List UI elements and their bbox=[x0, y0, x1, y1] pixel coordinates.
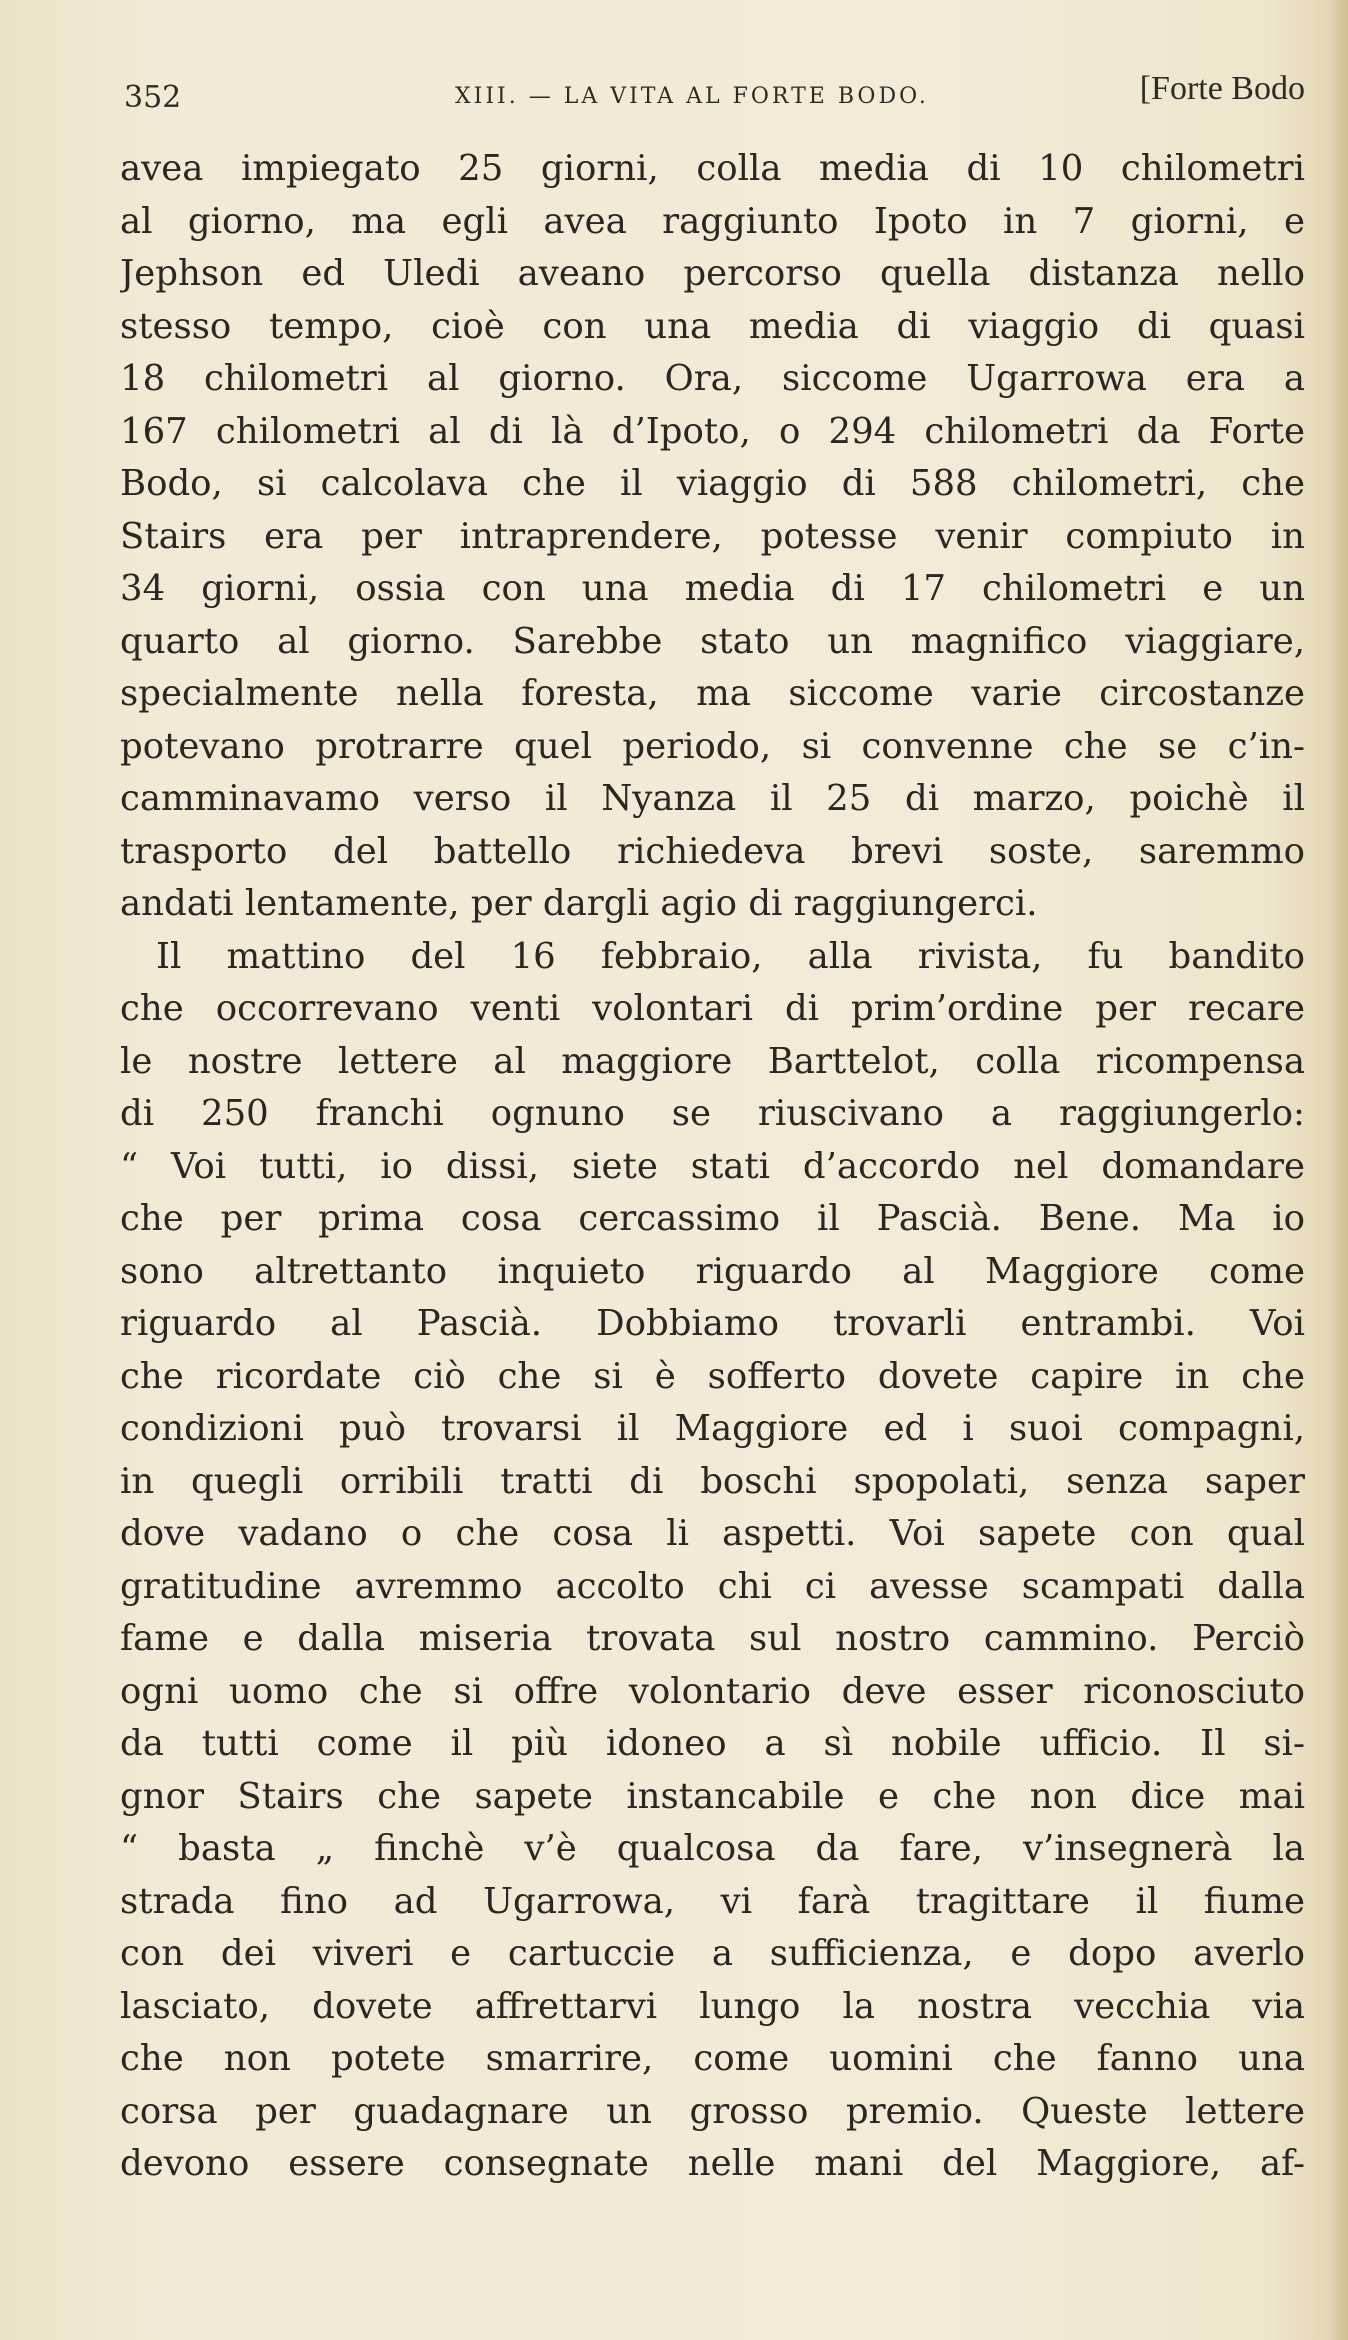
text-line: quarto al giorno. Sarebbe stato un magnifico viaggiare, bbox=[120, 620, 1305, 662]
text-line: che occorrevano venti volontari di prim’ordine per recare bbox=[120, 988, 1305, 1029]
text-line: trasporto del battello richiedeva brevi soste, saremmo bbox=[120, 830, 1305, 872]
text-line: strada fino ad Ugarrowa, vi farà tragittare il fiume bbox=[120, 1880, 1305, 1922]
text-line: Il mattino del 16 febbraio, alla rivista, fu bandito bbox=[156, 935, 1305, 977]
page-edge-shadow bbox=[1326, 0, 1348, 2340]
text-line: 34 giorni, ossia con una media di 17 chilometri e un bbox=[120, 568, 1305, 609]
text-line: al giorno, ma egli avea raggiunto Ipoto in 7 giorni, e bbox=[120, 200, 1305, 242]
text-line: corsa per guadagnare un grosso premio. Queste lettere bbox=[120, 2090, 1305, 2132]
text-line: gnor Stairs che sapete instancabile e che non dice mai bbox=[120, 1775, 1305, 1817]
text-line: devono essere consegnate nelle mani del Maggiore, af- bbox=[120, 2143, 1305, 2184]
paragraph bbox=[120, 931, 1305, 2191]
text-line: che non potete smarrire, come uomini che fanno una bbox=[120, 2038, 1305, 2079]
text-line: condizioni può trovarsi il Maggiore ed i suoi compagni, bbox=[120, 1408, 1305, 1449]
paragraph bbox=[120, 143, 1305, 931]
text-line: “ Voi tutti, io dissi, siete stati d’accordo nel domandare bbox=[120, 1145, 1305, 1187]
body-text bbox=[120, 143, 1305, 2191]
text-line: che ricordate ciò che si è sofferto dovete capire in che bbox=[120, 1355, 1305, 1397]
page-number: 352 bbox=[124, 80, 182, 115]
text-line: Jephson ed Uledi aveano percorso quella distanza nello bbox=[120, 253, 1305, 294]
text-line: potevano protrarre quel periodo, si convenne che se c’in- bbox=[120, 725, 1305, 767]
text-line: lasciato, dovete affrettarvi lungo la nostra vecchia via bbox=[120, 1985, 1305, 2027]
text-line: sono altrettanto inquieto riguardo al Maggiore come bbox=[120, 1250, 1305, 1292]
text-line: stesso tempo, cioè con una media di viaggio di quasi bbox=[120, 305, 1305, 347]
text-line: le nostre lettere al maggiore Barttelot, colla ricompensa bbox=[120, 1040, 1305, 1082]
running-head bbox=[120, 70, 1305, 130]
section-label: [Forte Bodo bbox=[1139, 70, 1305, 107]
text-line: fame e dalla miseria trovata sul nostro cammino. Perciò bbox=[120, 1618, 1305, 1659]
text-line: andati lentamente, per dargli agio di raggiungerci. bbox=[120, 883, 1038, 924]
text-line: Bodo, si calcolava che il viaggio di 588 chilometri, che bbox=[120, 463, 1305, 504]
text-line: avea impiegato 25 giorni, colla media di 10 chilometri bbox=[120, 148, 1305, 189]
text-line: riguardo al Pascià. Dobbiamo trovarli entrambi. Voi bbox=[120, 1303, 1305, 1344]
text-line: ogni uomo che si offre volontario deve esser riconosciuto bbox=[120, 1670, 1305, 1712]
text-line: in quegli orribili tratti di boschi spopolati, senza saper bbox=[120, 1460, 1305, 1502]
text-line: camminavamo verso il Nyanza il 25 di marzo, poichè il bbox=[120, 778, 1305, 819]
text-line: dove vadano o che cosa li aspetti. Voi sapete con qual bbox=[120, 1513, 1305, 1554]
text-line: specialmente nella foresta, ma siccome varie circostanze bbox=[120, 673, 1305, 714]
text-line: con dei viveri e cartuccie a sufficienza, e dopo averlo bbox=[120, 1933, 1305, 1974]
text-line: 167 chilometri al di là d’Ipoto, o 294 chilometri da Forte bbox=[120, 410, 1305, 452]
text-line: gratitudine avremmo accolto chi ci avesse scampati dalla bbox=[120, 1565, 1305, 1607]
text-line: Stairs era per intraprendere, potesse venir compiuto in bbox=[120, 515, 1305, 557]
text-line: 18 chilometri al giorno. Ora, siccome Ugarrowa era a bbox=[120, 358, 1305, 399]
chapter-title: XIII. — LA VITA AL FORTE BODO. bbox=[455, 84, 929, 109]
text-line: “ basta „ finchè v’è qualcosa da fare, v’insegnerà la bbox=[120, 1828, 1305, 1869]
text-line: di 250 franchi ognuno se riuscivano a raggiungerlo: bbox=[120, 1093, 1305, 1134]
text-line: che per prima cosa cercassimo il Pascià. Bene. Ma io bbox=[120, 1198, 1305, 1239]
text-line: da tutti come il più idoneo a sì nobile ufficio. Il si- bbox=[120, 1723, 1305, 1764]
